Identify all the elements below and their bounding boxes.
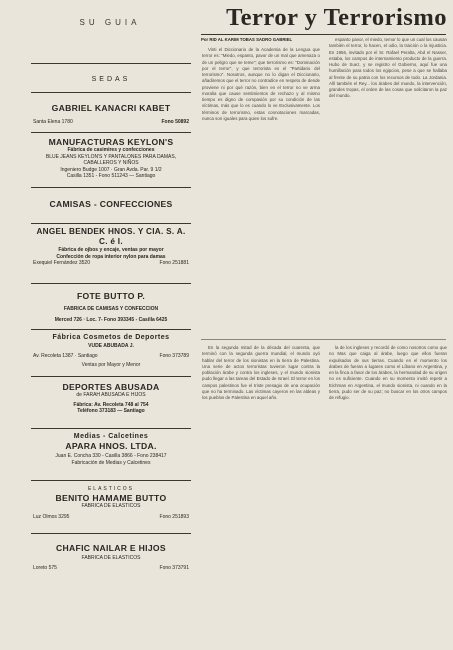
ad-name: MANUFACTURAS KEYLON'S [48,137,174,147]
section-title: SU GUIA [79,18,141,27]
ad-name: FOTE BUTTO P. [76,291,146,301]
article-paragraph: Vinti el Diccionario de la Academia de la Lengua que terror es: "Miedo, espanto, pavor de un mal que amenaza o de un peligro que se teme"; que terrorismo es: "Dominación por el terror", y que terrorista es el "Partidario del terrorismo". Nosotros, aunque no lo digan el Diccionario, añadiremos que el terror no contradice en respeto de dende proviene ni por qué razón, bien en el terror no ve arma moralia que cause sentimientos de rechazo y al mismo tiempo es digno de compasión por su condición de las víctimas, más que lo es cuando lo ve Exclusivamente. Los términos de terrorismo, estas connotaciones marcadas, nunca son iguales para quien los sufre. [202,47,320,121]
article-column-2 [329,37,447,335]
ad-subtitle: FABRICA DE ELASTICOS [81,502,141,509]
ad-address: Merced 726 · Loc. 7- Fono 393345 - Casilla 6425 [54,316,168,323]
ad-address: Loreto 575 [33,564,57,571]
ad-phone: Fono 251881 [159,260,189,266]
ad-note: Ventas por Mayor y Menor [81,361,141,368]
ad-fote-butto [31,284,191,330]
ad-camisas-confecciones [31,188,191,224]
ad-address: Juan E. Concha 330 - Casilla 3866 - Fono 238417 [55,453,167,459]
article-byline: Por RID AL KARIM TOBAS SADRO GABRIEL [201,37,293,42]
ad-address: Santa Elena 1780 [33,119,73,125]
ad-phone: Fono 373789 [159,352,189,359]
ad-description: Fabricación de Medias y Calcetines [71,459,151,466]
ad-subtitle-2: Confección de ropa interior nylon para damas [56,253,166,260]
ad-phone: Fono 50892 [161,119,189,125]
sedas-header: SEDAS [31,64,191,93]
article-title: Terror y Terrorismo [226,4,447,31]
article-column-4 [329,345,447,635]
ad-address: Av. Recoleta 1387 · Santiago [33,352,98,359]
ad-name: DEPORTES ABUSADA [62,382,160,392]
article-column-3 [202,345,320,635]
advertisement-column [31,63,191,636]
ad-name: CAMISAS - CONFECCIONES [49,199,173,209]
ad-angel-bendek [31,224,191,284]
ad-address: Luz Olmos 3295 [33,514,70,520]
article-paragraph: la de los ingleses y recordó de como nosotros como que no Mas que caiga al árabe, luego que ellos fueran expulsados de sus tierras. Cuando en el momento los árabes de fueran a lugares como el Líbano en Argentina, y en la finca a favor de los árabes, la hermandad de su origen no es suficiente. Cuando en su momento invitó repetir a Eichman en Argentina, el mundo sionista, ni cuando en la tierra, pudo ser de su paz; no buscar en los otros campos de refugio. [329,345,447,400]
ad-address: Ingeniero Budge 1007 · Gran Avda. Par. 9 1/2 [60,166,162,173]
ad-address: Fábrica: Av. Recoleta 748 al 754 [73,401,149,408]
ad-cosmetos-deportes [31,330,191,377]
ad-address: Exequiel Fernández 3520 [33,260,90,266]
ad-contact: Teléfono 373183 — Santiago [77,408,145,414]
ad-description: BLUE JEANS KEYLON'S Y PANTALONES PARA DAMAS, CABALLEROS Y NIÑOS [45,153,177,166]
ad-subtitle: VUDE ABUBADA J. [88,343,134,349]
ad-subtitle: Fábrica de casimires y confecciones [67,147,155,153]
ad-chafic-nailar [31,534,191,579]
ad-category: ELASTICOS [87,486,135,492]
ad-name: ANGEL BENDEK HNOS. Y CIA. S. A. C. é I. [36,227,186,246]
ad-name: Fábrica Cosmetos de Deportes [52,334,170,341]
ad-apara-hnos [31,429,191,481]
ad-keylons [31,133,191,188]
ad-deportes-abusada [31,377,191,429]
ad-subtitle: FABRICA DE CAMISAS Y CONFECCION [63,306,159,312]
ad-name: BENITO HAMAME BUTTO [55,492,167,503]
ad-name: CHAFIC NAILAR E HIJOS [56,543,166,553]
ad-benito-hamame [31,481,191,534]
ad-gabriel-kanacri [31,93,191,133]
title-rule [201,34,446,35]
ad-phone: Fono 251893 [159,514,189,520]
ad-subtitle: FABRICA DE ELASTICOS [81,555,141,561]
ad-contact: Casilla 1351 - Fono 511243 — Santiago [66,173,156,179]
ad-category: Medias - Calcetines [73,433,149,440]
ad-subtitle: Fábrica de ojbos y encaje, ventas por mayor [58,247,164,253]
article-column-1 [202,47,320,335]
ad-name: GABRIEL KANACRI KABET [51,103,171,113]
article-paragraph: En la segunda mitad de la década del cuarenta, que terminó con la segunda guerra mundial, el mundo oyó hablar del terror de los sionistas en la tierra de Palestina. Una serie de actos terroristas tuvieron lugar contra la población árabe y contra los ingleses, y el mundo sionista pudo llegar a las tareas del Estado de Israel. El terror en los campos palestinos fue el triste presagio de una ocupación que no ha terminado. Las víctimas cayeron en las aldeas y los pueblos de Palestina en aquel año. [202,345,320,400]
article-paragraph: espanto pavor, el miedo, temor lo que un cual los causan también el terror, lo hacen, el odio, la traición o la injusticia. En 1956, invitado por el Sr. Rafael Peralta, Abd el Nasser, estaba, los campos de internamiento producto de la guerra. Hubo de Suez, y se registro el Gobierno, aquí fue una humillación para todos los egipcios, pese a que se hallaba al frente de su patria con los recursos de todo. La Jordania. Allí también el Rey... los árabes del mundo, la intervención, grandes tropas, el orden de las cosas que solicitaron la paz del mundo. [329,37,447,99]
column-divider [201,339,446,340]
ad-phone: Fono 373791 [159,564,189,571]
ad-name: APARA HNOS. LTDA. [65,441,157,451]
ad-subtitle: de FARAH ABUSADA E HIJOS [76,392,146,398]
